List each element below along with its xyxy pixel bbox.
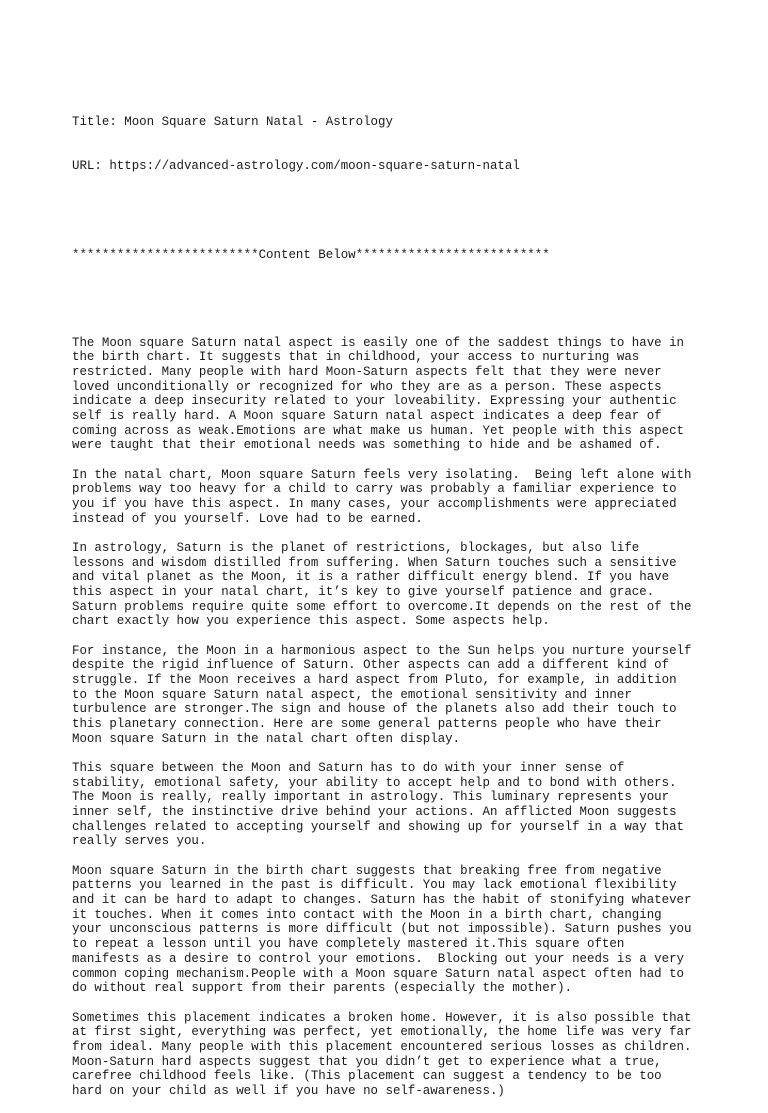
text-line: For instance, the Moon in a harmonious aspect to the Sun helps you nurture yourself xyxy=(72,643,692,658)
text-line: were taught that their emotional needs was something to hide and be ashamed of. xyxy=(72,438,662,453)
text-line: your unconscious patterns is more difficult (but not impossible). Saturn pushes you xyxy=(72,922,692,937)
text-line: In the natal chart, Moon square Saturn feels very isolating. Being left alone with xyxy=(72,467,692,482)
document-body xyxy=(72,86,692,1113)
text-line: hard on your child as well if you have no self-awareness.) xyxy=(72,1083,505,1098)
text-line: turbulence are stronger.The sign and house of the planets also add their touch to xyxy=(72,702,677,717)
paragraph xyxy=(72,468,692,527)
paragraph xyxy=(72,336,692,453)
text-line: really serves you. xyxy=(72,834,207,849)
text-line: In astrology, Saturn is the planet of restrictions, blockages, but also life xyxy=(72,541,640,556)
text-line: and it can be hard to adapt to changes. Saturn has the habit of stonifying whatever xyxy=(72,893,692,908)
blank-line xyxy=(72,996,692,1011)
text-line: inner self, the instinctive drive behind your actions. An afflicted Moon suggests xyxy=(72,805,677,820)
paragraph xyxy=(72,541,692,629)
text-line: Moon square Saturn in the birth chart suggests that breaking free from negative xyxy=(72,863,662,878)
text-line: carefree childhood feels like. (This placement can suggest a tendency to be too xyxy=(72,1069,662,1084)
text-line: The Moon is really, really important in astrology. This luminary represents your xyxy=(72,790,670,805)
text-line: to the Moon square Saturn natal aspect, the emotional sensitivity and inner xyxy=(72,687,632,702)
text-line: from ideal. Many people with this placement encountered serious losses as children. xyxy=(72,1039,692,1054)
text-line: to repeat a lesson until you have completely mastered it.This square often xyxy=(72,937,625,952)
text-line: lessons and wisdom distilled from suffering. When Saturn touches such a sensitive xyxy=(72,555,677,570)
text-line: at first sight, everything was perfect, yet emotionally, the home life was very far xyxy=(72,1025,692,1040)
text-line: and vital planet as the Moon, it is a rather difficult energy blend. If you have xyxy=(72,570,670,585)
title-line: Title: Moon Square Saturn Natal - Astrology xyxy=(72,115,393,130)
text-line: common coping mechanism.People with a Moon square Saturn natal aspect often had to xyxy=(72,966,685,981)
blank-line xyxy=(72,526,692,541)
text-line: loved unconditionally or recognized for who they are as a person. These aspects xyxy=(72,379,662,394)
url-line: URL: https://advanced-astrology.com/moon-square-saturn-natal xyxy=(72,159,520,174)
text-line: The Moon square Saturn natal aspect is easily one of the saddest things to have in xyxy=(72,335,685,350)
blank-line xyxy=(72,849,692,864)
text-line: manifests as a desire to control your emotions. Blocking out your needs is a very xyxy=(72,951,685,966)
text-line: stability, emotional safety, your ability to accept help and to bond with others. xyxy=(72,775,677,790)
text-line: you if you have this aspect. In many cases, your accomplishments were appreciated xyxy=(72,497,677,511)
text-line: struggle. If the Moon receives a hard aspect from Pluto, for example, in addition xyxy=(72,673,677,688)
article-content xyxy=(72,336,692,1099)
text-line: challenges related to accepting yourself and showing up for yourself in a way that xyxy=(72,819,685,834)
text-line: restricted. Many people with hard Moon-Saturn aspects felt that they were never xyxy=(72,364,662,379)
text-line: Moon-Saturn hard aspects suggest that you didn’t get to experience what a true, xyxy=(72,1054,662,1069)
blank-line xyxy=(72,292,692,307)
text-line: it touches. When it comes into contact with the Moon in a birth chart, changing xyxy=(72,907,662,922)
text-line: Sometimes this placement indicates a broken home. However, it is also possible that xyxy=(72,1010,692,1025)
text-line: coming across as weak.Emotions are what make us human. Yet people with this aspect xyxy=(72,423,685,438)
text-line: This square between the Moon and Saturn has to do with your inner sense of xyxy=(72,761,625,776)
blank-line xyxy=(72,746,692,761)
text-line: chart exactly how you experience this aspect. Some aspects help. xyxy=(72,614,550,629)
text-line: patterns you learned in the past is difficult. You may lack emotional flexibility xyxy=(72,878,677,893)
text-line: Saturn problems require quite some effort to overcome.It depends on the rest of the xyxy=(72,599,692,614)
paragraph xyxy=(72,761,692,849)
blank-line xyxy=(72,203,692,218)
text-line: this aspect in your natal chart, it’s key to give yourself patience and grace. xyxy=(72,585,655,600)
blank-line xyxy=(72,629,692,644)
text-line: problems way too heavy for a child to carry was probably a familiar experience to xyxy=(72,482,677,497)
blank-line xyxy=(72,453,692,468)
text-line: this planetary connection. Here are some general patterns people who have their xyxy=(72,717,662,732)
paragraph xyxy=(72,644,692,747)
text-line: despite the rigid influence of Saturn. Other aspects can add a different kind of xyxy=(72,658,670,673)
content-separator: *************************Content Below************************** xyxy=(72,247,550,262)
text-line: Moon square Saturn in the natal chart often display. xyxy=(72,731,461,746)
text-line: self is really hard. A Moon square Saturn natal aspect indicates a deep fear of xyxy=(72,408,662,423)
text-line: indicate a deep insecurity related to your loveability. Expressing your authentic xyxy=(72,394,677,409)
text-line: instead of you yourself. Love had to be earned. xyxy=(72,511,423,526)
paragraph xyxy=(72,864,692,996)
text-line: the birth chart. It suggests that in childhood, your access to nurturing was xyxy=(72,350,640,365)
text-line: do without real support from their parents (especially the mother). xyxy=(72,981,573,996)
